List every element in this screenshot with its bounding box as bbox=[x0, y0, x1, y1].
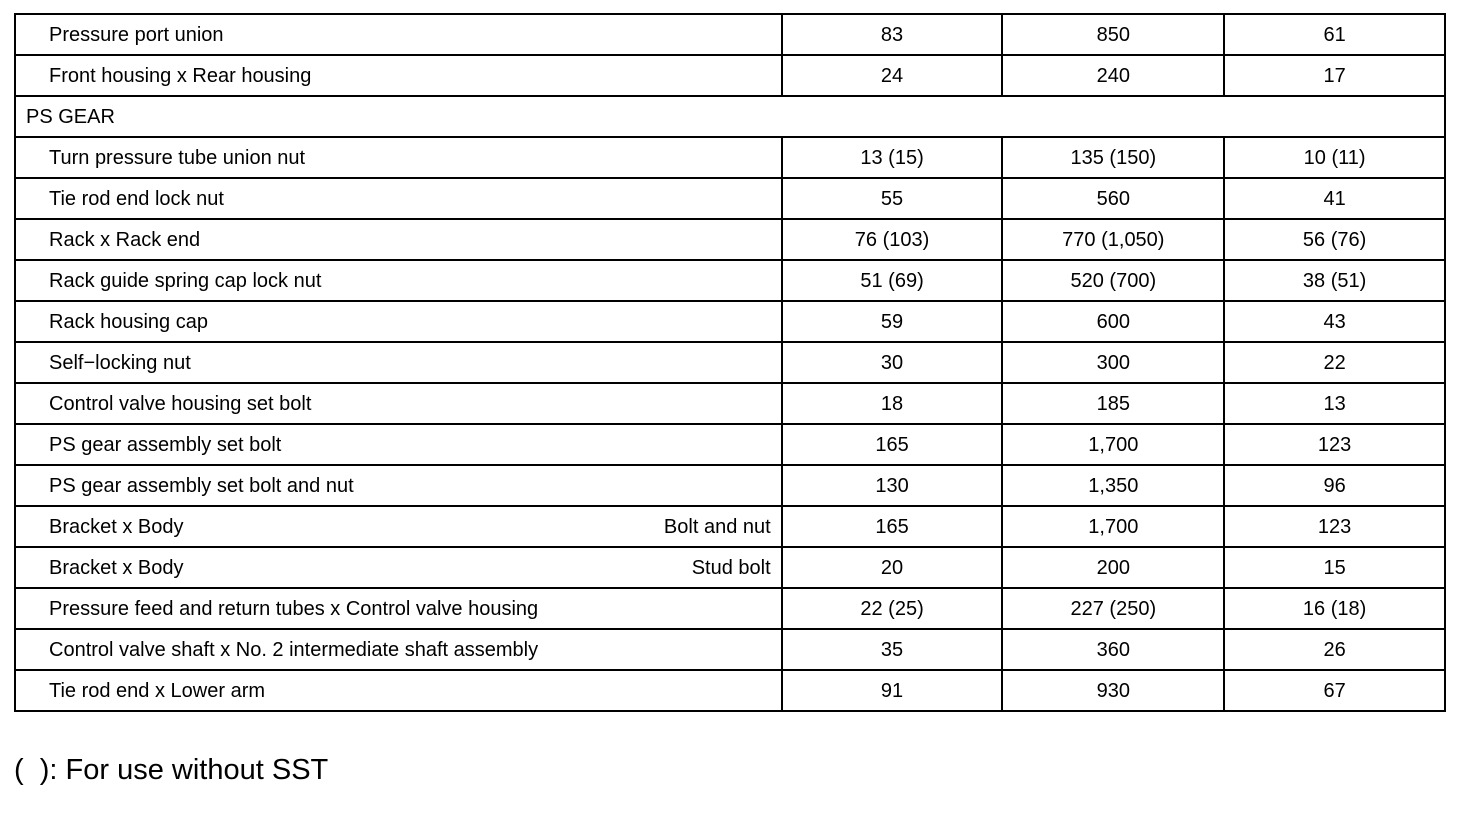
torque-value-1: 20 bbox=[782, 547, 1003, 588]
torque-value-2: 600 bbox=[1002, 301, 1224, 342]
torque-value-1: 35 bbox=[782, 629, 1003, 670]
torque-value-1: 130 bbox=[782, 465, 1003, 506]
part-cell bbox=[15, 588, 782, 629]
torque-value-2: 850 bbox=[1002, 14, 1224, 55]
torque-value-3: 41 bbox=[1224, 178, 1445, 219]
torque-value-2: 135 (150) bbox=[1002, 137, 1224, 178]
torque-value-1: 51 (69) bbox=[782, 260, 1003, 301]
table-row bbox=[15, 506, 1445, 547]
section-row bbox=[15, 96, 1445, 137]
part-name: Tie rod end x Lower arm bbox=[49, 679, 266, 702]
torque-value-3: 17 bbox=[1224, 55, 1445, 96]
part-cell bbox=[15, 629, 782, 670]
torque-value-1: 13 (15) bbox=[782, 137, 1003, 178]
torque-value-1: 165 bbox=[782, 424, 1003, 465]
torque-value-2: 770 (1,050) bbox=[1002, 219, 1224, 260]
part-name: Control valve shaft x No. 2 intermediate shaft assembly bbox=[49, 638, 539, 661]
part-cell bbox=[15, 670, 782, 711]
footnote: ( ): For use without SST bbox=[14, 754, 329, 786]
torque-value-1: 22 (25) bbox=[782, 588, 1003, 629]
torque-value-1: 24 bbox=[782, 55, 1003, 96]
part-name: Bracket x Body bbox=[49, 556, 184, 579]
torque-value-2: 240 bbox=[1002, 55, 1224, 96]
part-cell bbox=[15, 342, 782, 383]
torque-spec-table bbox=[14, 13, 1446, 712]
part-name: Self−locking nut bbox=[49, 351, 191, 374]
torque-value-1: 55 bbox=[782, 178, 1003, 219]
part-name: Bracket x Body bbox=[49, 515, 184, 538]
part-name: Control valve housing set bolt bbox=[49, 392, 312, 415]
part-name: Rack x Rack end bbox=[49, 228, 201, 251]
part-name: PS gear assembly set bolt bbox=[49, 433, 282, 456]
torque-value-2: 185 bbox=[1002, 383, 1224, 424]
part-name: Pressure feed and return tubes x Control valve housing bbox=[49, 597, 539, 620]
torque-value-3: 10 (11) bbox=[1224, 137, 1445, 178]
table-row bbox=[15, 178, 1445, 219]
part-name: Pressure port union bbox=[49, 23, 224, 46]
torque-value-2: 360 bbox=[1002, 629, 1224, 670]
part-cell bbox=[15, 465, 782, 506]
part-name: Rack guide spring cap lock nut bbox=[49, 269, 322, 292]
table-row bbox=[15, 424, 1445, 465]
torque-value-2: 200 bbox=[1002, 547, 1224, 588]
torque-value-3: 16 (18) bbox=[1224, 588, 1445, 629]
torque-value-1: 59 bbox=[782, 301, 1003, 342]
table-row bbox=[15, 588, 1445, 629]
table-row bbox=[15, 629, 1445, 670]
torque-value-3: 15 bbox=[1224, 547, 1445, 588]
table-row bbox=[15, 14, 1445, 55]
part-cell bbox=[15, 178, 782, 219]
torque-value-2: 1,350 bbox=[1002, 465, 1224, 506]
part-cell bbox=[15, 301, 782, 342]
part-name: PS gear assembly set bolt and nut bbox=[49, 474, 354, 497]
table-row bbox=[15, 465, 1445, 506]
part-note: Bolt and nut bbox=[663, 515, 771, 538]
torque-value-2: 560 bbox=[1002, 178, 1224, 219]
section-header: PS GEAR bbox=[15, 96, 1445, 137]
part-cell bbox=[15, 219, 782, 260]
table-row bbox=[15, 55, 1445, 96]
torque-value-3: 123 bbox=[1224, 424, 1445, 465]
part-note: Stud bolt bbox=[691, 556, 771, 579]
torque-value-3: 61 bbox=[1224, 14, 1445, 55]
torque-value-3: 67 bbox=[1224, 670, 1445, 711]
torque-value-3: 22 bbox=[1224, 342, 1445, 383]
torque-value-1: 165 bbox=[782, 506, 1003, 547]
table-row bbox=[15, 260, 1445, 301]
torque-value-3: 96 bbox=[1224, 465, 1445, 506]
torque-value-1: 18 bbox=[782, 383, 1003, 424]
table-row bbox=[15, 383, 1445, 424]
torque-value-3: 43 bbox=[1224, 301, 1445, 342]
part-cell bbox=[15, 547, 782, 588]
part-name: Tie rod end lock nut bbox=[49, 187, 224, 210]
table-row bbox=[15, 342, 1445, 383]
part-name: Turn pressure tube union nut bbox=[49, 146, 306, 169]
torque-value-2: 1,700 bbox=[1002, 506, 1224, 547]
table-row bbox=[15, 219, 1445, 260]
part-cell bbox=[15, 55, 782, 96]
torque-value-1: 30 bbox=[782, 342, 1003, 383]
torque-value-1: 76 (103) bbox=[782, 219, 1003, 260]
part-name: Front housing x Rear housing bbox=[49, 64, 312, 87]
torque-value-3: 123 bbox=[1224, 506, 1445, 547]
part-name: Rack housing cap bbox=[49, 310, 208, 333]
part-cell bbox=[15, 14, 782, 55]
part-cell bbox=[15, 260, 782, 301]
table-row bbox=[15, 670, 1445, 711]
table-row bbox=[15, 137, 1445, 178]
torque-value-3: 38 (51) bbox=[1224, 260, 1445, 301]
part-cell bbox=[15, 506, 782, 547]
torque-value-3: 56 (76) bbox=[1224, 219, 1445, 260]
part-cell bbox=[15, 383, 782, 424]
part-cell bbox=[15, 424, 782, 465]
table-row bbox=[15, 301, 1445, 342]
torque-value-2: 227 (250) bbox=[1002, 588, 1224, 629]
torque-value-3: 13 bbox=[1224, 383, 1445, 424]
torque-value-2: 520 (700) bbox=[1002, 260, 1224, 301]
torque-value-1: 83 bbox=[782, 14, 1003, 55]
torque-value-2: 300 bbox=[1002, 342, 1224, 383]
table-row bbox=[15, 547, 1445, 588]
torque-value-2: 1,700 bbox=[1002, 424, 1224, 465]
torque-value-3: 26 bbox=[1224, 629, 1445, 670]
torque-value-1: 91 bbox=[782, 670, 1003, 711]
part-cell bbox=[15, 137, 782, 178]
table-body bbox=[15, 14, 1445, 711]
torque-value-2: 930 bbox=[1002, 670, 1224, 711]
